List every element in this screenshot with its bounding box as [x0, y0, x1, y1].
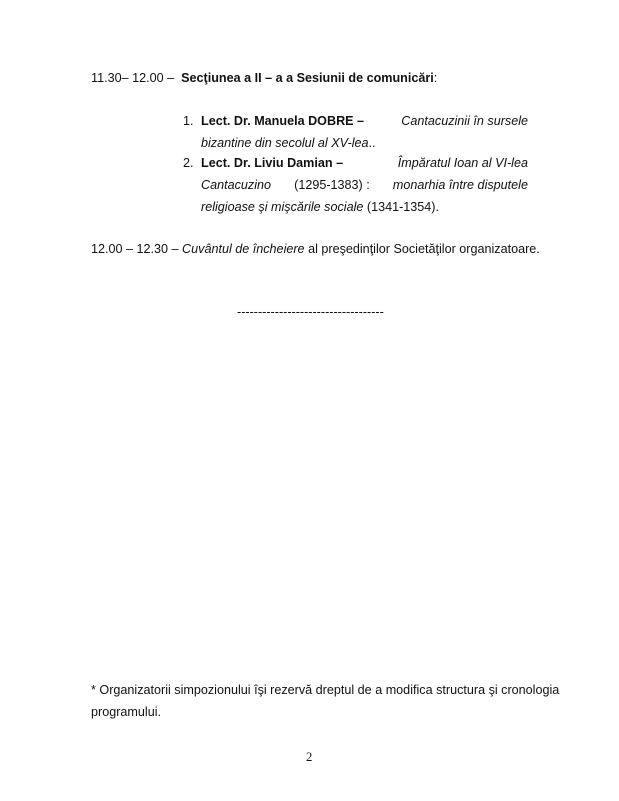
paper-1-line1 [201, 114, 528, 128]
closing-title: Cuvântul de încheiere [182, 242, 305, 256]
paper-1-author: Lect. Dr. Manuela DOBRE – [201, 114, 365, 128]
session-title: Secţiunea a II – a a Sesiunii de comunicări [181, 71, 434, 85]
paper-1-number: 1. [183, 114, 194, 128]
closing-line [91, 242, 540, 256]
paper-1-tail: .. [368, 136, 376, 150]
footnote-line1: * Organizatorii simpozionului îşi rezervă dreptul de a modifica structura şi cronologia [91, 683, 560, 697]
paper-2-line3 [201, 200, 439, 214]
paper-1-title-line1: Cantacuzinii în sursele [401, 114, 528, 128]
page-number: 2 [306, 750, 313, 764]
closing-rest: al preşedinţilor Societăţilor organizatoare. [308, 242, 540, 256]
session-time: 11.30– 12.00 – [91, 71, 175, 85]
paper-1-line2 [201, 136, 376, 150]
session-heading [91, 71, 437, 85]
paper-2-years-life: (1295-1383) : [294, 178, 370, 192]
paper-2-author: Lect. Dr. Liviu Damian – [201, 156, 344, 170]
session-colon: : [433, 71, 438, 85]
paper-2-title-line1: Împăratul Ioan al VI-lea [397, 156, 528, 170]
paper-1-title-line2: bizantine din secolul al XV-lea [201, 136, 369, 150]
paper-2-title-line2: monarhia între disputele [392, 178, 528, 192]
footnote-line2: programului. [91, 705, 161, 719]
paper-2-name: Cantacuzino [201, 178, 272, 192]
closing-time: 12.00 – 12.30 – [91, 242, 179, 256]
paper-2-line2 [201, 178, 528, 192]
paper-2-line1 [201, 156, 528, 170]
paper-2-number: 2. [183, 156, 194, 170]
paper-2-title-line3: religioase şi mişcările sociale [201, 200, 364, 214]
paper-2-years-reign: (1341-1354). [366, 200, 440, 214]
separator-line: ----------------------------------- [237, 305, 384, 319]
